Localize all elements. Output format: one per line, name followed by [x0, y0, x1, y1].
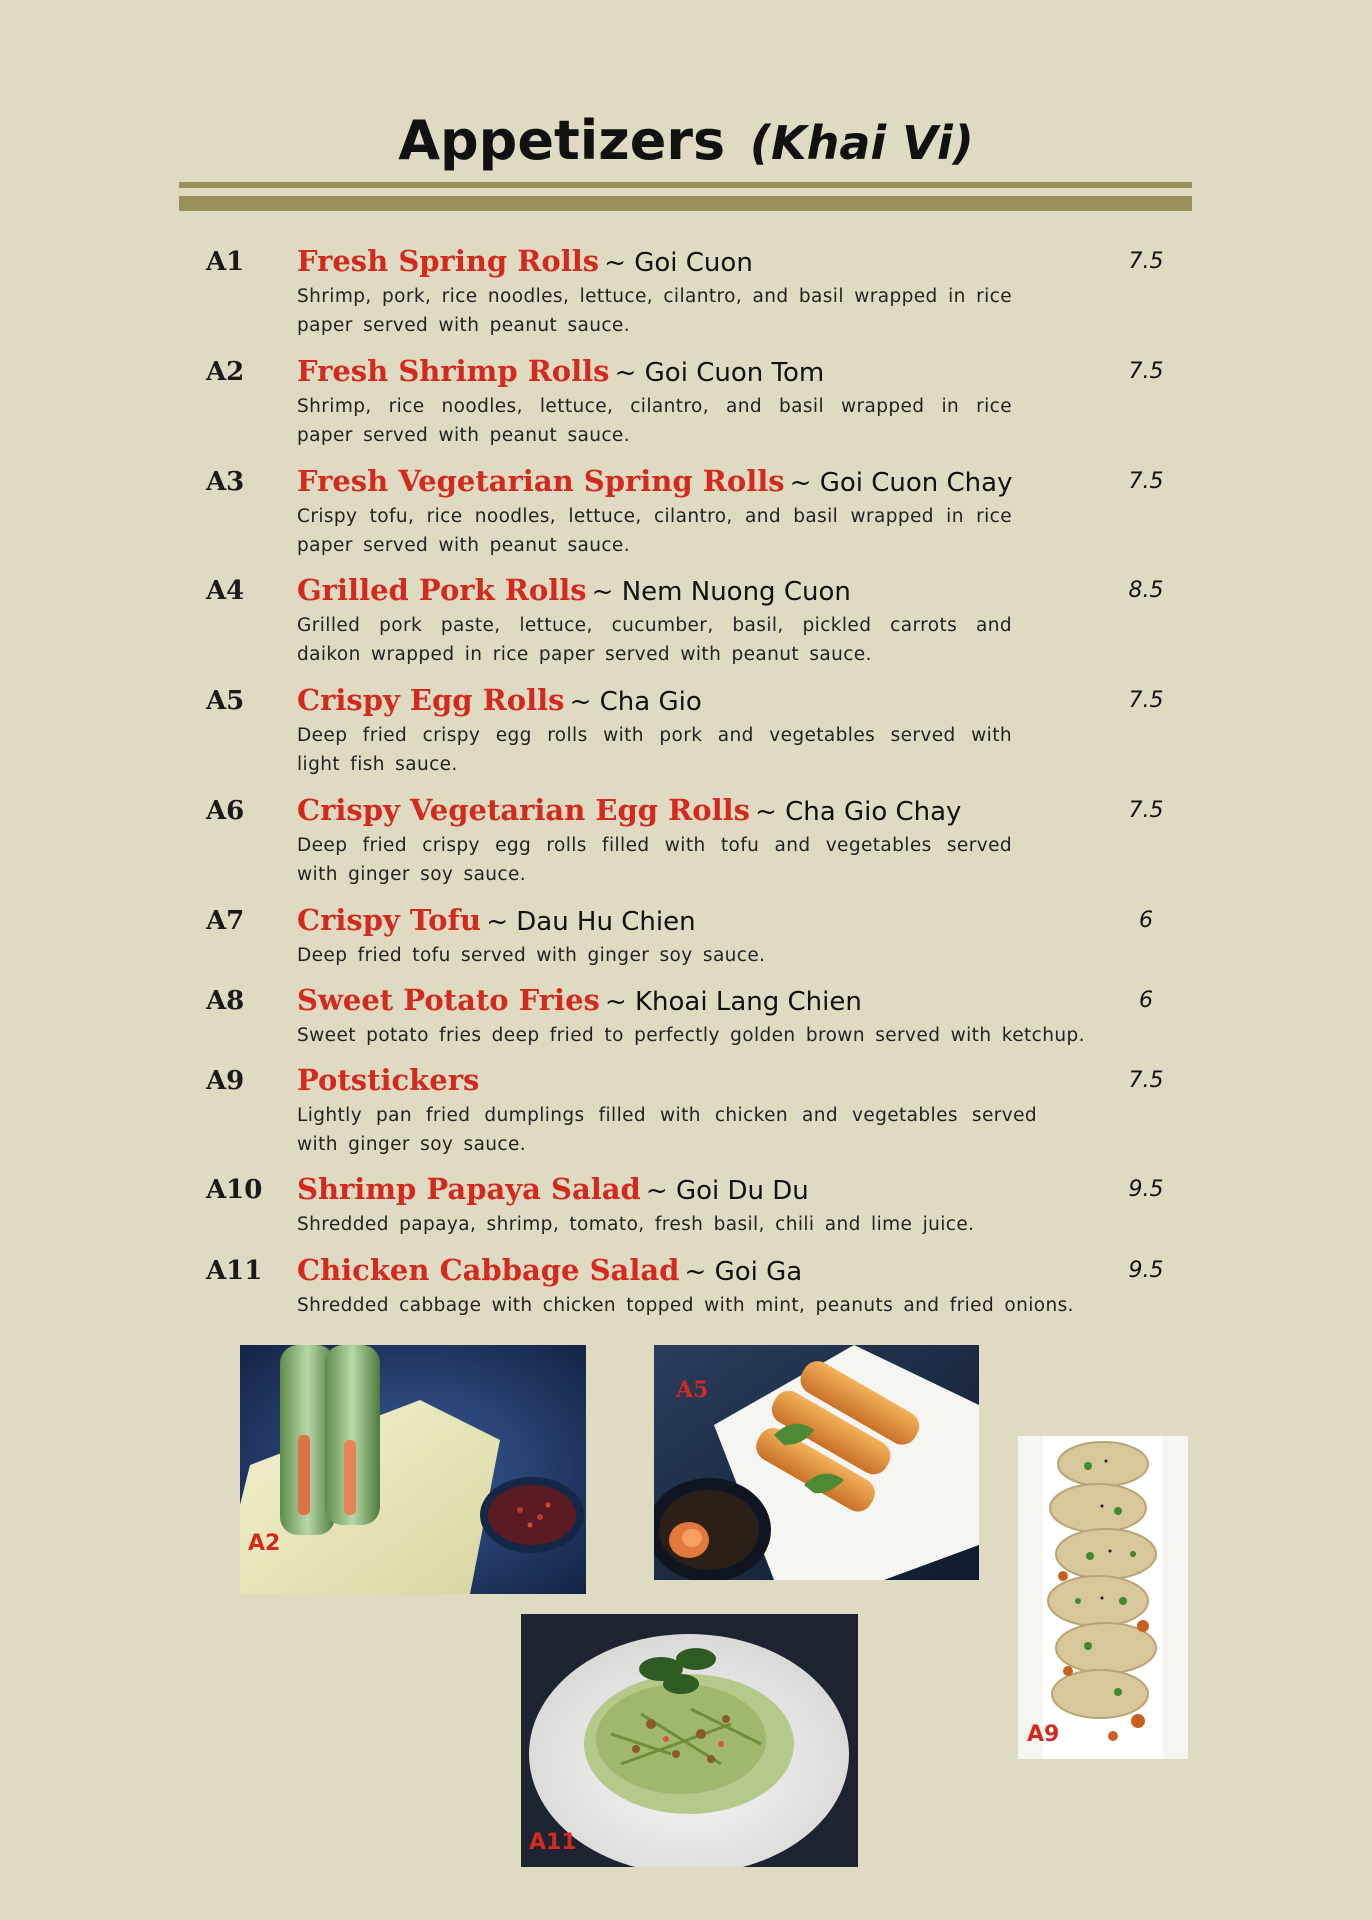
item-title	[297, 791, 961, 834]
item-name: Potstickers	[297, 1063, 480, 1097]
item-price: 7.5	[1128, 249, 1164, 274]
item-code: A7	[206, 906, 245, 936]
item-price: 7.5	[1128, 688, 1164, 713]
item-price: 7.5	[1128, 359, 1164, 384]
item-description: Shredded cabbage with chicken topped with mint, peanuts and fried onions.	[297, 1295, 1074, 1316]
item-title	[297, 462, 1012, 505]
item-price: 7.5	[1128, 1068, 1164, 1093]
item-price: 6	[1139, 908, 1153, 933]
item-name: Fresh Shrimp Rolls	[297, 354, 610, 388]
item-description: Sweet potato fries deep fried to perfectly golden brown served with ketchup.	[297, 1025, 1085, 1046]
photo-fresh-shrimp-rolls	[240, 1345, 586, 1594]
item-code: A8	[206, 986, 245, 1016]
item-name: Crispy Tofu	[297, 903, 482, 937]
item-vietnamese-name: ~ Goi Cuon Chay	[789, 468, 1013, 498]
item-title	[297, 352, 824, 395]
item-price: 9.5	[1128, 1177, 1164, 1202]
item-name: Grilled Pork Rolls	[297, 573, 587, 607]
item-vietnamese-name: ~ Cha Gio Chay	[755, 797, 962, 827]
item-code: A10	[206, 1175, 263, 1205]
item-vietnamese-name: ~ Dau Hu Chien	[486, 907, 696, 937]
photo-fresh-shrimp-rolls-image	[240, 1345, 586, 1594]
title-rule-thin	[179, 182, 1192, 188]
photo-potstickers	[1018, 1436, 1188, 1759]
title-rule-thick	[179, 196, 1192, 211]
item-code: A9	[206, 1066, 245, 1096]
item-price: 7.5	[1128, 469, 1164, 494]
item-price: 8.5	[1128, 578, 1164, 603]
item-title	[297, 901, 696, 944]
item-description: Grilled pork paste, lettuce, cucumber, basil, pickled carrots and daikon wrapped in rice paper served with peanut sauce.	[297, 615, 1012, 665]
item-price: 6	[1139, 988, 1153, 1013]
title-subtitle: (Khai Vi)	[749, 116, 974, 170]
item-description: Shrimp, rice noodles, lettuce, cilantro, and basil wrapped in rice paper served with peanut sauce.	[297, 396, 1012, 446]
item-vietnamese-name: ~ Khoai Lang Chien	[604, 987, 862, 1017]
photo-label-a2: A2	[248, 1531, 281, 1556]
item-code: A5	[206, 686, 245, 716]
item-description: Deep fried crispy egg rolls filled with tofu and vegetables served with ginger soy sauce.	[297, 835, 1012, 885]
item-code: A3	[206, 467, 245, 497]
item-description: Shredded papaya, shrimp, tomato, fresh basil, chili and lime juice.	[297, 1214, 975, 1235]
title-main: Appetizers	[398, 109, 726, 172]
item-code: A11	[206, 1256, 263, 1286]
item-name: Crispy Vegetarian Egg Rolls	[297, 793, 750, 827]
item-code: A1	[206, 247, 245, 277]
item-price: 9.5	[1128, 1258, 1164, 1283]
item-code: A2	[206, 357, 245, 387]
item-title	[297, 242, 753, 285]
photo-potstickers-image	[1018, 1436, 1188, 1759]
item-code: A4	[206, 576, 245, 606]
photo-crispy-egg-rolls	[654, 1345, 979, 1580]
item-title	[297, 1251, 802, 1294]
item-vietnamese-name: ~ Goi Cuon Tom	[614, 358, 825, 388]
photo-label-a5: A5	[676, 1377, 709, 1403]
item-name: Fresh Spring Rolls	[297, 244, 600, 278]
item-vietnamese-name: ~ Goi Ga	[684, 1257, 803, 1287]
item-name: Chicken Cabbage Salad	[297, 1253, 680, 1287]
item-description: Shrimp, pork, rice noodles, lettuce, cilantro, and basil wrapped in rice paper served with peanut sauce.	[297, 286, 1012, 336]
item-name: Shrimp Papaya Salad	[297, 1172, 641, 1206]
item-name: Crispy Egg Rolls	[297, 683, 565, 717]
item-vietnamese-name: ~ Nem Nuong Cuon	[591, 577, 851, 607]
item-title	[297, 981, 862, 1024]
item-title	[297, 571, 851, 614]
item-price: 7.5	[1128, 798, 1164, 823]
item-title	[297, 1170, 809, 1213]
item-description: Crispy tofu, rice noodles, lettuce, cilantro, and basil wrapped in rice paper served with peanut sauce.	[297, 506, 1012, 556]
item-code: A6	[206, 796, 245, 826]
item-description: Deep fried crispy egg rolls with pork and vegetables served with light fish sauce.	[297, 725, 1012, 775]
photo-chicken-cabbage-salad	[521, 1614, 858, 1867]
item-vietnamese-name: ~ Cha Gio	[569, 687, 702, 717]
item-title	[297, 1061, 479, 1104]
photo-label-a11: A11	[529, 1830, 577, 1855]
photo-label-a9: A9	[1027, 1722, 1060, 1747]
item-name: Sweet Potato Fries	[297, 983, 600, 1017]
page-title	[0, 106, 1372, 178]
item-vietnamese-name: ~ Goi Du Du	[645, 1176, 809, 1206]
item-description: Deep fried tofu served with ginger soy sauce.	[297, 945, 766, 966]
item-title	[297, 681, 702, 724]
item-name: Fresh Vegetarian Spring Rolls	[297, 464, 785, 498]
item-description: Lightly pan fried dumplings filled with chicken and vegetables served with ginger soy sauce.	[297, 1105, 1037, 1155]
item-vietnamese-name: ~ Goi Cuon	[604, 248, 753, 278]
